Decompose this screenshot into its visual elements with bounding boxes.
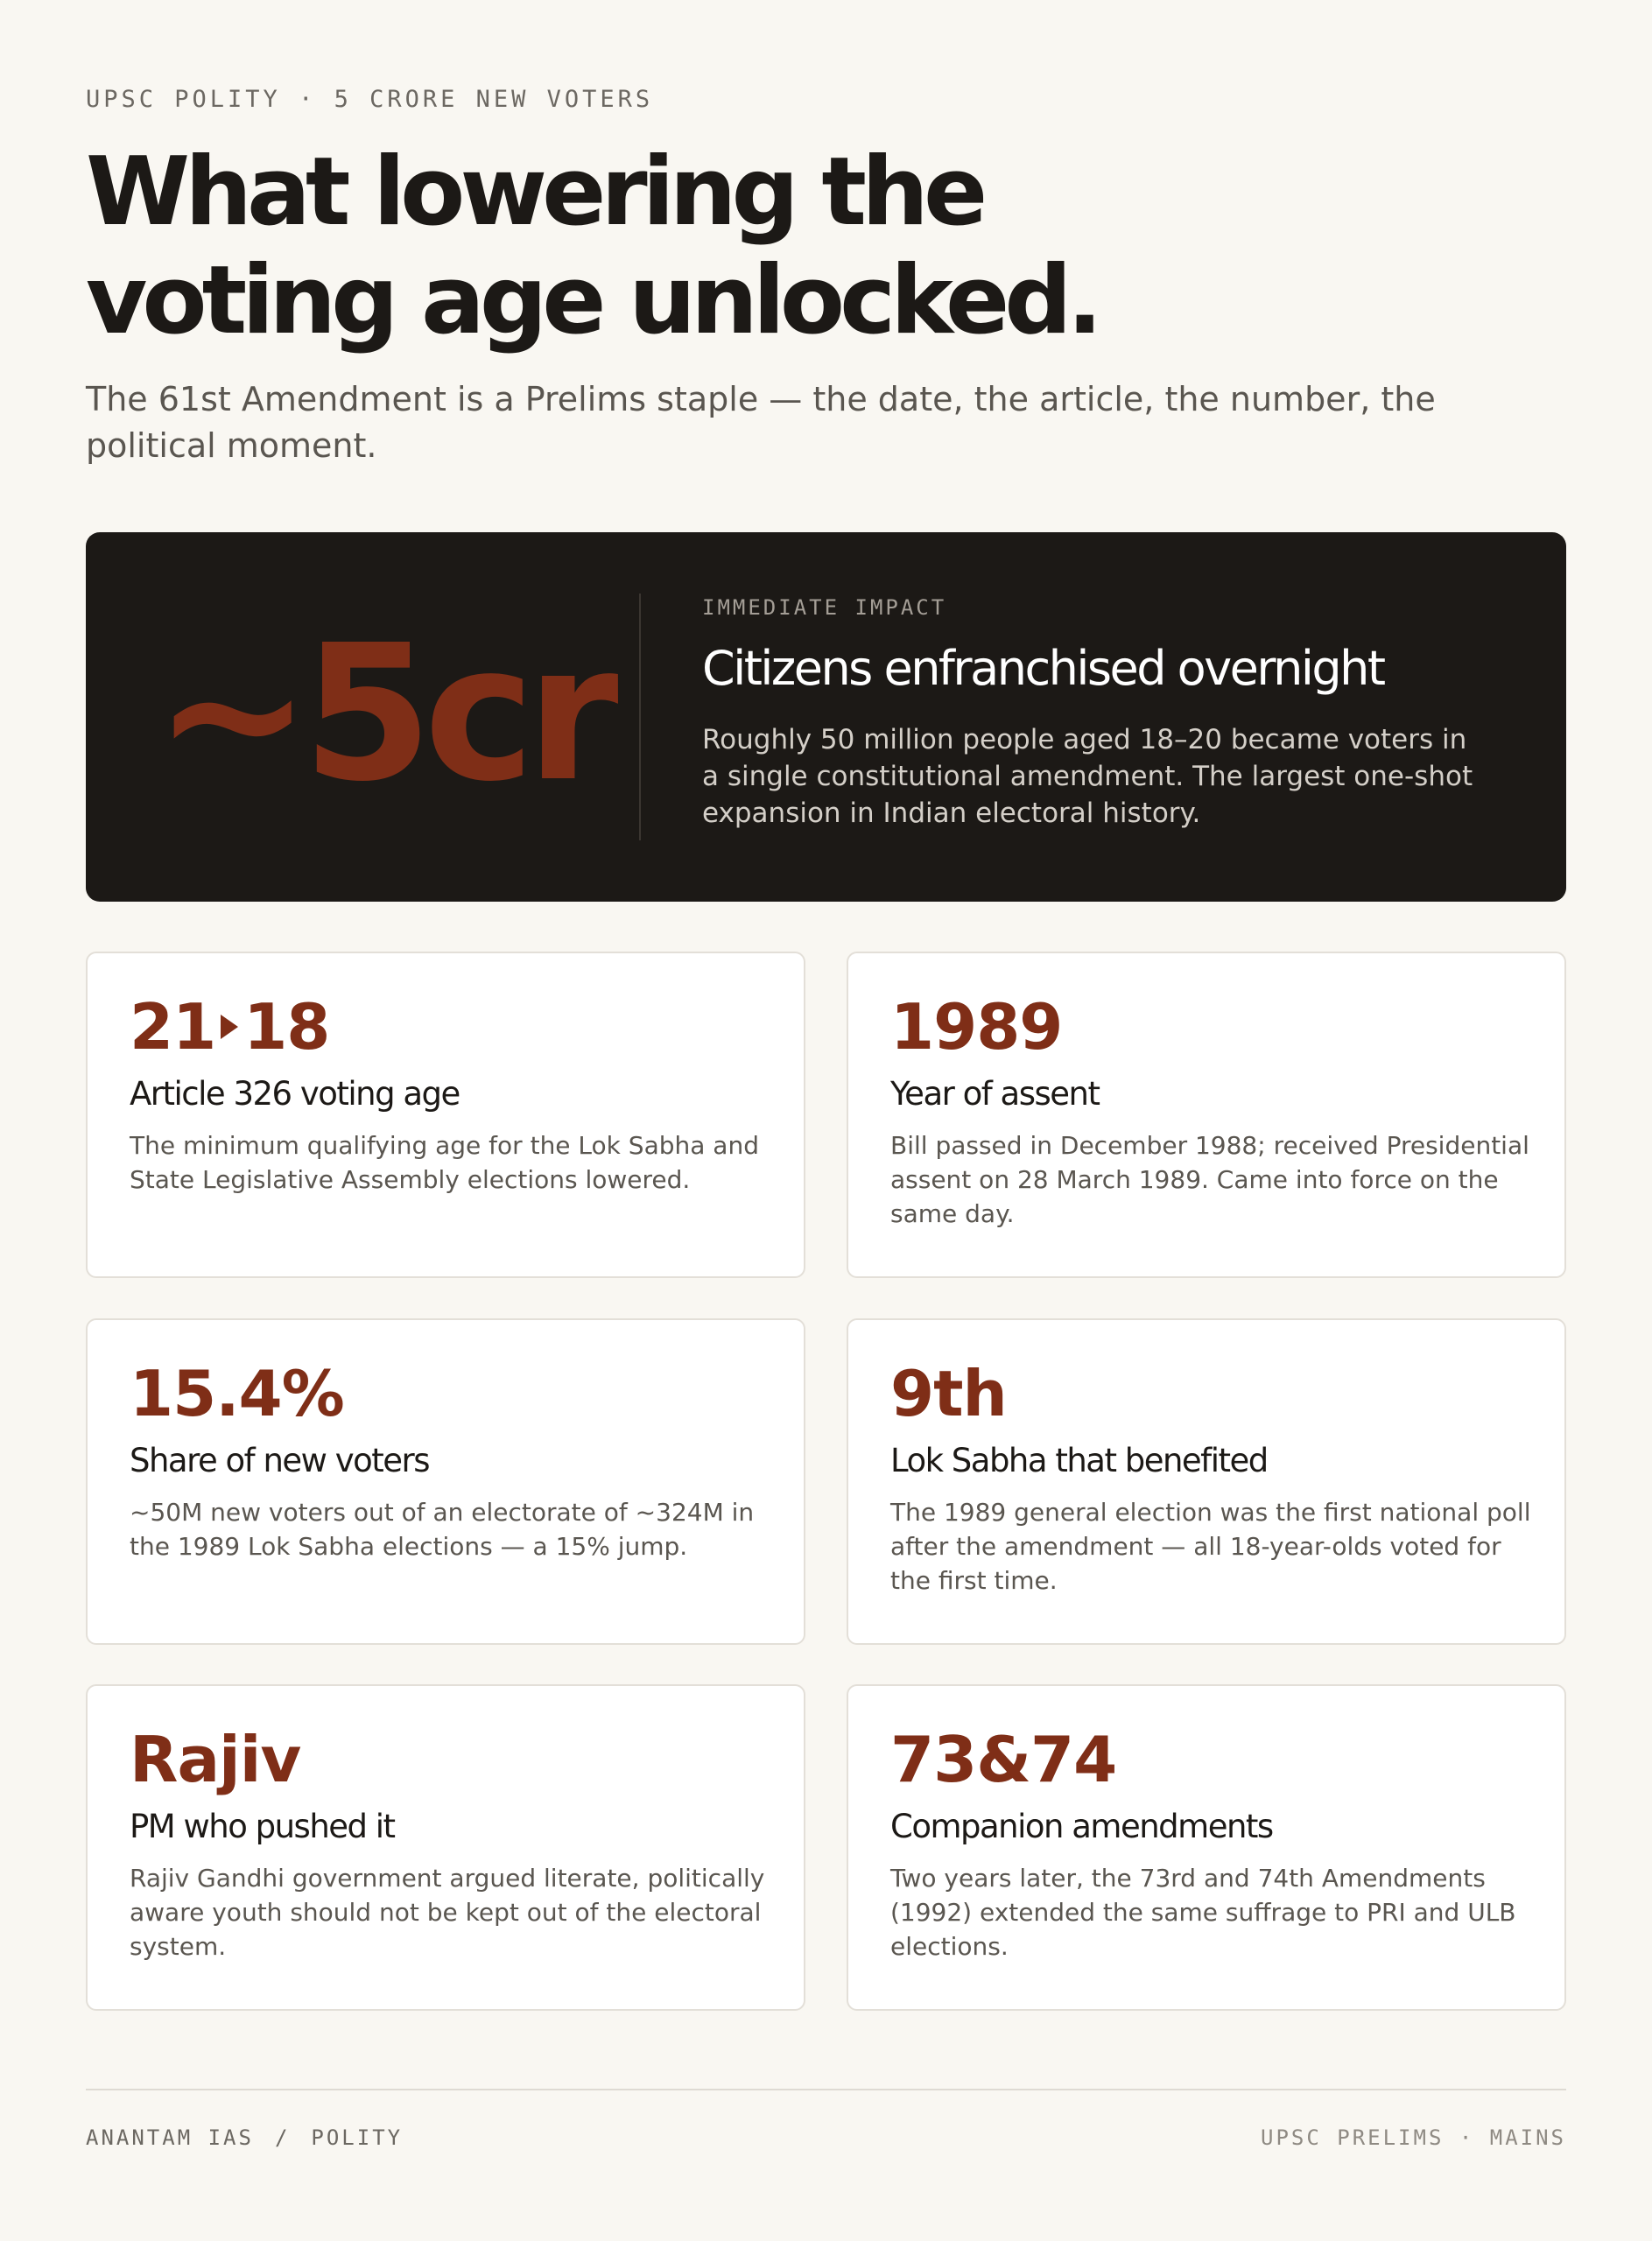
hero-divider: [639, 594, 641, 840]
card-stat: Rajiv: [130, 1723, 301, 1796]
card-body: Two years later, the 73rd and 74th Amendments (1992) extended the same suffrage to PRI and ULB elections.: [890, 1864, 1516, 1961]
page-title: [86, 138, 1098, 355]
card-title: Companion amendments: [890, 1808, 1273, 1845]
hero-panel: [86, 532, 1566, 902]
chevron-right-icon: [221, 1015, 238, 1039]
page: [86, 0, 1566, 2241]
fact-card-share-of-new-voters: [86, 1318, 805, 1645]
hero-text: [702, 595, 1490, 832]
fact-card-pm: [86, 1684, 805, 2011]
page-title-line-2: voting age unlocked.: [86, 246, 1098, 355]
card-body: Bill passed in December 1988; received Presidential assent on 28 March 1989. Came into force on the same day.: [890, 1131, 1529, 1228]
card-stat-from: 21: [130, 990, 216, 1064]
card-stat-to: 18: [243, 990, 330, 1064]
page-subtitle: The 61st Amendment is a Prelims staple — the date, the article, the number, the political moment.: [86, 380, 1436, 465]
hero-body: Roughly 50 million people aged 18–20 became voters in a single constitutional amendment. The largest one-shot expansion in Indian electoral history.: [702, 724, 1473, 829]
footer-section: POLITY: [311, 2125, 404, 2150]
card-stat: [130, 988, 777, 1065]
card-stat: 1989: [890, 990, 1063, 1064]
card-body: The minimum qualifying age for the Lok Sabha and State Legislative Assembly elections lowered.: [130, 1131, 759, 1194]
hero-eyebrow: IMMEDIATE IMPACT: [702, 595, 947, 620]
card-title: Lok Sabha that benefited: [890, 1442, 1268, 1479]
card-stat: 9th: [890, 1357, 1007, 1430]
hero-number: ~5cr: [154, 605, 610, 823]
footer-divider: [86, 2089, 1566, 2090]
card-title: PM who pushed it: [130, 1808, 395, 1845]
card-title: Article 326 voting age: [130, 1075, 460, 1113]
fact-card-year-of-assent: [847, 952, 1566, 1278]
card-title: Year of assent: [890, 1075, 1100, 1113]
card-stat: 15.4%: [130, 1357, 344, 1430]
footer-brand: [86, 2125, 403, 2150]
card-stat: 73&74: [890, 1723, 1117, 1796]
footer-tags: UPSC PRELIMS · MAINS: [1261, 2125, 1566, 2150]
card-body: The 1989 general election was the first national poll after the amendment — all 18-year-olds voted for the first time.: [890, 1498, 1531, 1595]
eyebrow: UPSC POLITY · 5 CRORE NEW VOTERS: [86, 86, 654, 113]
fact-card-voting-age: [86, 952, 805, 1278]
footer-brand-name: ANANTAM IAS: [86, 2125, 254, 2150]
card-body: Rajiv Gandhi government argued literate, politically aware youth should not be kept out of the electoral system.: [130, 1864, 765, 1961]
page-title-line-1: What lowering the: [86, 137, 983, 247]
hero-heading: Citizens enfranchised overnight: [702, 641, 1384, 696]
fact-card-companion-amendments: [847, 1684, 1566, 2011]
card-title: Share of new voters: [130, 1442, 429, 1479]
fact-card-lok-sabha: [847, 1318, 1566, 1645]
footer-separator: /: [274, 2125, 291, 2150]
card-body: ~50M new voters out of an electorate of ~324M in the 1989 Lok Sabha elections — a 15% jump.: [130, 1498, 755, 1561]
